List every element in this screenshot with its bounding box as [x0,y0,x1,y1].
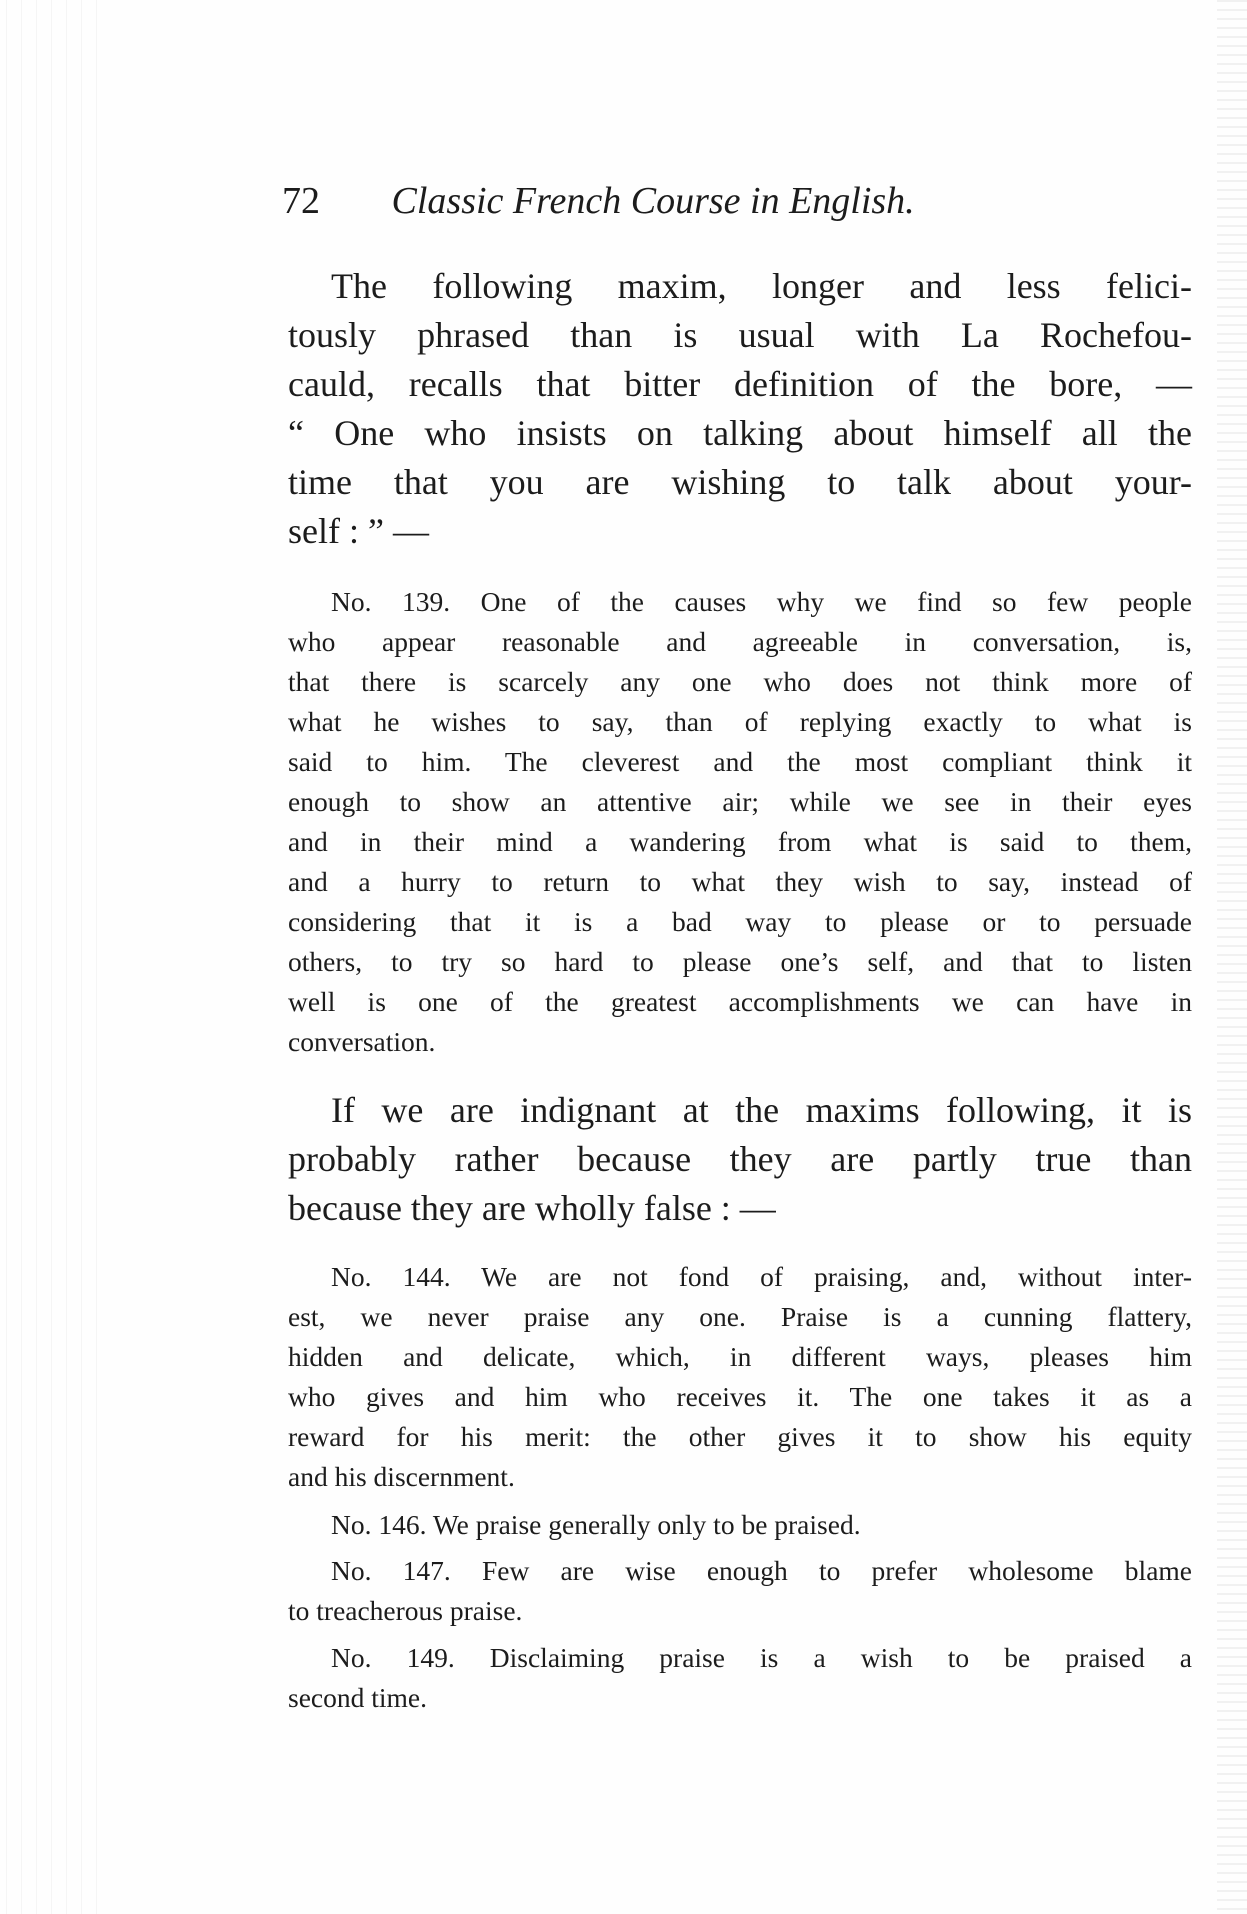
text-line: cauld, recalls that bitter definition of the bore, — [288,364,1192,404]
maxim-139 [288,582,1192,1062]
text-line: and in their mind a wandering from what is said to them, [288,826,1192,857]
text-line: tously phrased than is usual with La Rochefou- [288,315,1192,355]
text-line: who gives and him who receives it. The one takes it as a [288,1381,1192,1412]
text-line: well is one of the greatest accomplishments we can have in [288,986,1192,1017]
scan-edge-shadow [1217,0,1247,1914]
text-line: time that you are wishing to talk about your- [288,462,1192,502]
text-line: No. 144. We are not fond of praising, and, without inter- [331,1261,1192,1292]
text-line: “ One who insists on talking about himself all the [288,413,1192,453]
text-line: and a hurry to return to what they wish to say, instead of [288,866,1192,897]
text-line: others, to try so hard to please one’s self, and that to listen [288,946,1192,977]
text-line: hidden and delicate, which, in different ways, pleases him [288,1341,1192,1372]
text-line: The following maxim, longer and less felici- [331,266,1192,306]
text-line: said to him. The cleverest and the most compliant think it [288,746,1192,777]
text-line: conversation. [288,1026,436,1057]
text-line: to treacherous praise. [288,1595,523,1626]
text-line: self : ” — [288,511,429,551]
running-title: Classic French Course in English. [391,180,915,222]
running-head [282,176,1182,226]
text-line: what he wishes to say, than of replying exactly to what is [288,706,1192,737]
text-line: considering that it is a bad way to please or to persuade [288,906,1192,937]
text-line: and his discernment. [288,1461,515,1492]
page-number: 72 [282,180,320,222]
text-line: No. 149. Disclaiming praise is a wish to be praised a [331,1642,1192,1673]
intro-paragraph [288,262,1192,556]
maxim-144 [288,1257,1192,1497]
maxim-149 [288,1638,1192,1718]
text-line: who appear reasonable and agreeable in conversation, is, [288,626,1192,657]
text-line: second time. [288,1682,427,1713]
second-paragraph [288,1086,1192,1233]
text-line: that there is scarcely any one who does not think more of [288,666,1192,697]
maxim-146 [288,1505,1192,1545]
scan-binding-shadow [0,0,110,1914]
text-line: enough to show an attentive air; while we see in their eyes [288,786,1192,817]
text-line: est, we never praise any one. Praise is a cunning flattery, [288,1301,1192,1332]
maxim-147 [288,1551,1192,1631]
text-line: No. 146. We praise generally only to be praised. [331,1509,861,1540]
text-line: reward for his merit: the other gives it to show his equity [288,1421,1192,1452]
text-line: No. 139. One of the causes why we find so few people [331,586,1192,617]
text-line: because they are wholly false : — [288,1188,776,1228]
text-line: No. 147. Few are wise enough to prefer wholesome blame [331,1555,1192,1586]
text-line: If we are indignant at the maxims following, it is [331,1090,1192,1130]
text-line: probably rather because they are partly true than [288,1139,1192,1179]
